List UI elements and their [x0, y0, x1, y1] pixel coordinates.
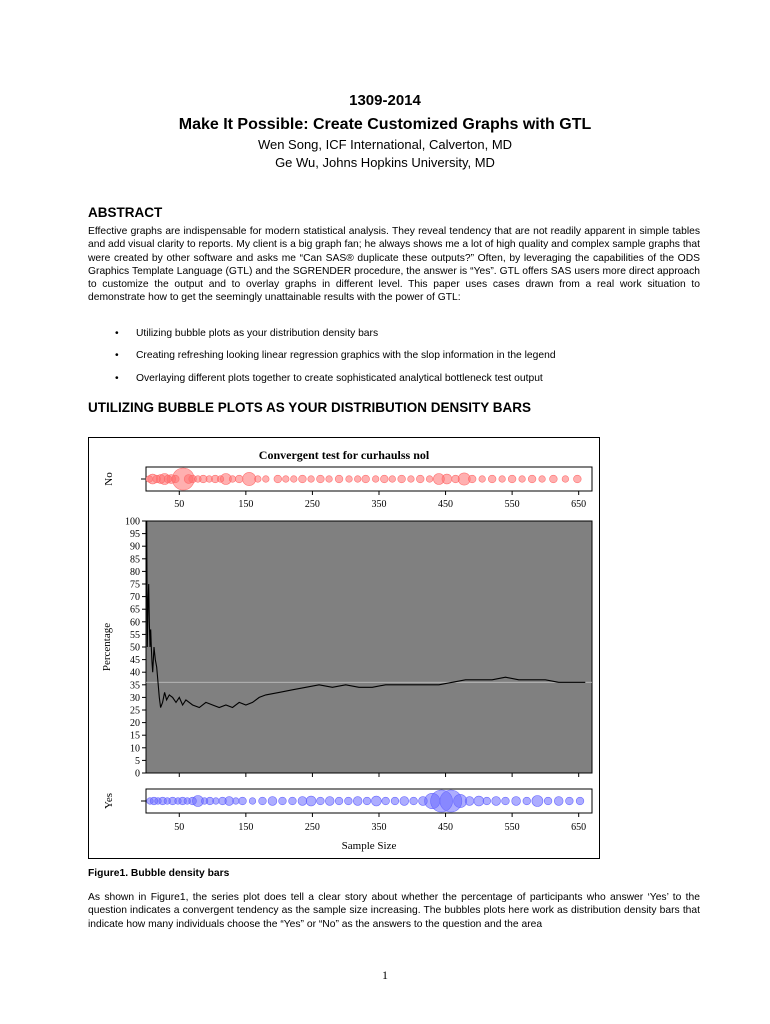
density-bubble: [508, 475, 516, 483]
density-label-yes: Yes: [103, 792, 115, 810]
density-bubble: [574, 475, 582, 483]
density-bubble: [306, 796, 316, 806]
author-line-1: Wen Song, ICF International, Calverton, MD: [257, 137, 513, 152]
abstract-text: Effective graphs are indispensable for modern statistical analysis. They reveal tendency that are not readily apparent in simple tables and add visual clarity to reports. My client is a big graph fan; he always shows me a lot of high quality and complex sample graphs that were created by other software and asks me “Can SAS® duplicate these outputs?” Often, by leveraging the capabilities of the ODS Graphics Template Language (GTL) and the SGRENDER procedure, the answer is “Yes”. GTL offers SAS users more direct approach to customize the output and to overlay graphs in different level. This paper uses cases drawn from a real work situation to demonstrate how to get the seemingly unattainable results with the power of GTL:: [88, 226, 700, 304]
density-bubble: [468, 475, 476, 483]
density-bubble: [566, 797, 574, 805]
density-bubble: [544, 797, 552, 805]
y-tick-label: 10: [130, 743, 140, 755]
density-bubble: [263, 476, 270, 483]
x-tick-label: 450: [438, 499, 454, 510]
x-tick-label: 650: [571, 822, 587, 833]
author-line-2: Ge Wu, Johns Hopkins University, MD: [275, 155, 495, 170]
x-tick-label: 250: [304, 822, 320, 833]
density-bubble: [346, 476, 353, 483]
y-tick-label: 65: [130, 604, 140, 616]
density-bubble: [239, 797, 247, 805]
figure-chart: [88, 437, 600, 859]
density-bubble: [326, 476, 333, 483]
bullet-dot: •: [115, 372, 119, 384]
density-bubble: [408, 476, 415, 483]
bullet-dot: •: [115, 328, 119, 339]
density-bubble: [502, 797, 510, 805]
density-bubble: [371, 796, 381, 806]
density-bubble: [382, 797, 390, 805]
density-bubble: [213, 798, 220, 805]
density-bubble: [442, 474, 452, 484]
density-bubble: [519, 476, 526, 483]
chart-title: Convergent test for curhaulss nol: [258, 448, 430, 462]
density-bubble: [499, 476, 506, 483]
y-tick-label: 40: [130, 667, 140, 679]
chart-svg: [88, 437, 600, 859]
density-bubble: [550, 475, 558, 483]
x-tick-label: 250: [304, 499, 320, 510]
density-bubble: [576, 797, 584, 805]
y-tick-label: 20: [130, 718, 140, 730]
bullet-list: [88, 327, 698, 394]
list-item: [88, 349, 698, 371]
y-tick-label: 75: [130, 579, 140, 591]
density-bubble: [391, 797, 399, 805]
page-number: 1: [382, 968, 388, 982]
density-bubble: [416, 475, 424, 483]
density-bubble: [325, 797, 334, 806]
density-bubble: [362, 475, 370, 483]
y-tick-label: 45: [130, 655, 140, 667]
paper-id: 1309-2014: [349, 92, 421, 109]
x-tick-label: 450: [438, 822, 454, 833]
density-bubble: [317, 797, 325, 805]
density-bubble: [308, 476, 315, 483]
x-tick-label: 650: [571, 499, 587, 510]
density-bubble: [354, 476, 361, 483]
density-bubble: [539, 476, 546, 483]
y-tick-label: 85: [130, 554, 140, 566]
density-bubble: [255, 476, 262, 483]
x-tick-label: 550: [504, 499, 520, 510]
density-bubble: [372, 476, 379, 483]
section-heading: UTILIZING BUBBLE PLOTS AS YOUR DISTRIBUTION DENSITY BARS: [88, 400, 532, 415]
density-bubble: [554, 797, 563, 806]
x-tick-label: 350: [371, 822, 387, 833]
density-bubble: [268, 797, 277, 806]
y-tick-label: 80: [130, 566, 140, 578]
y-tick-label: 5: [135, 755, 140, 767]
density-label-no: No: [103, 472, 115, 486]
x-tick-label: 150: [238, 499, 254, 510]
density-bubble: [512, 797, 521, 806]
density-bubble: [289, 797, 297, 805]
density-bubble: [298, 797, 307, 806]
bullet-dot: •: [115, 350, 119, 362]
x-axis-label: Sample Size: [341, 840, 397, 852]
density-bubble: [259, 797, 267, 805]
density-bubble: [426, 476, 433, 483]
density-bubble: [363, 797, 371, 805]
density-bubble: [243, 472, 256, 485]
y-tick-label: 70: [130, 592, 140, 604]
y-axis-label: Percentage: [101, 622, 113, 672]
density-bubble: [353, 797, 362, 806]
y-tick-label: 35: [130, 680, 140, 692]
density-bubble: [400, 797, 409, 806]
density-bubble: [233, 798, 240, 805]
y-tick-label: 55: [130, 629, 140, 641]
density-bubble: [479, 476, 486, 483]
density-bubble: [465, 797, 474, 806]
y-tick-label: 25: [130, 705, 140, 717]
density-bubble: [389, 476, 396, 483]
density-bubble: [345, 797, 353, 805]
y-tick-label: 100: [125, 516, 140, 528]
y-tick-label: 90: [130, 541, 140, 553]
y-tick-label: 60: [130, 617, 140, 629]
y-tick-label: 0: [135, 768, 140, 780]
density-bubble: [483, 797, 491, 805]
bullet-text: Utilizing bubble plots as your distribution density bars: [136, 328, 379, 339]
density-bubble: [532, 796, 543, 807]
bullet-text: Overlaying different plots together to create sophisticated analytical bottleneck test output: [136, 372, 543, 384]
paper-title: Make It Possible: Create Customized Graphs with GTL: [178, 116, 592, 133]
density-bubble: [274, 475, 282, 483]
list-item: [88, 372, 698, 394]
body-text: As shown in Figure1, the series plot does tell a clear story about whether the percentage of participants who answer ‘Yes’ to the question indicates a convergent tendency as the sample size increasing. The bubbles plots here work as distribution density bars that indicate how many individuals choose the “Yes” or “No” as the answers to the question and the area: [88, 892, 700, 930]
density-bubble: [235, 475, 243, 483]
figure-caption: Figure1. Bubble density bars: [88, 868, 230, 879]
bullet-text: Creating refreshing looking linear regression graphics with the slop information in the legend: [136, 350, 556, 362]
density-bubble: [474, 796, 484, 806]
y-tick-label: 15: [130, 730, 140, 742]
density-bubble: [335, 797, 343, 805]
density-bubble: [523, 797, 531, 805]
density-bubble: [488, 475, 496, 483]
x-tick-label: 150: [238, 822, 254, 833]
density-bubble: [249, 798, 256, 805]
y-tick-label: 50: [130, 642, 140, 654]
plot-area: [146, 521, 592, 773]
density-bubble: [279, 797, 287, 805]
density-bubble: [229, 476, 236, 483]
y-tick-label: 95: [130, 529, 140, 541]
density-bubble: [562, 476, 569, 483]
density-bubble: [335, 475, 343, 483]
x-tick-label: 50: [174, 499, 185, 510]
density-bubble: [398, 475, 406, 483]
x-tick-label: 350: [371, 499, 387, 510]
density-bubble: [290, 476, 297, 483]
list-item: [88, 327, 698, 349]
abstract-heading: ABSTRACT: [88, 205, 163, 220]
density-bubble: [410, 797, 418, 805]
density-bubble: [282, 476, 289, 483]
density-bubble: [380, 475, 388, 483]
density-bubble: [528, 475, 536, 483]
density-bubble: [492, 797, 501, 806]
x-tick-label: 550: [504, 822, 520, 833]
y-tick-label: 30: [130, 692, 140, 704]
x-tick-label: 50: [174, 822, 185, 833]
density-bubble: [317, 475, 325, 483]
density-bubble: [299, 475, 307, 483]
